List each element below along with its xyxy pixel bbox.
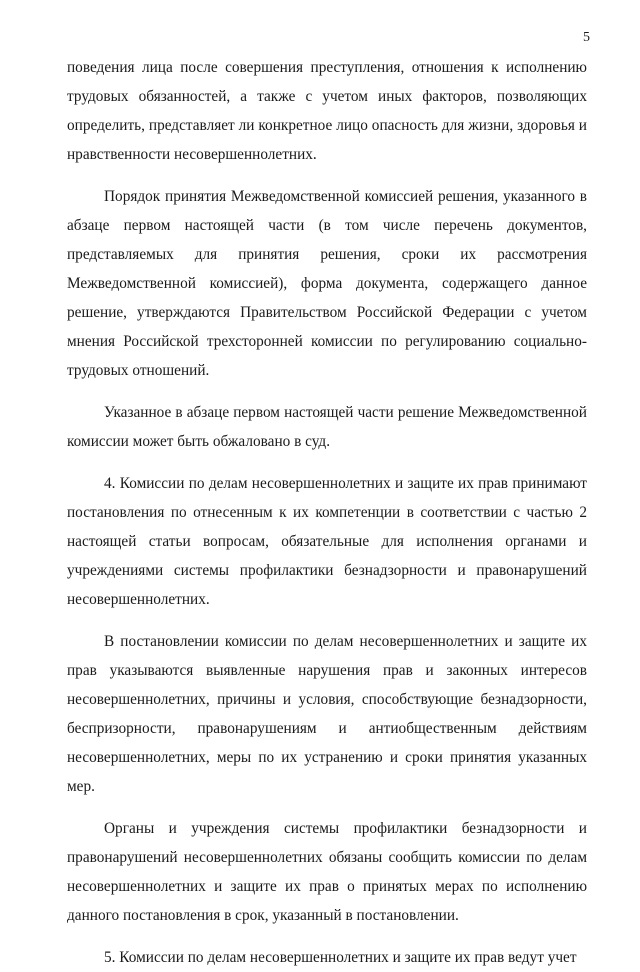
paragraph-reporting-obligation: Органы и учреждения системы профилактики безнадзорности и правонарушений несовершеннолетних обязаны сообщить комиссии по делам несовершеннолетних и защите их прав о принятых мерах по исполнению данного постановления в срок, указанный в постановлении. (67, 820, 587, 924)
paragraph-decision-procedure: Порядок принятия Межведомственной комиссией решения, указанного в абзаце первом настоящей части (в том числе перечень документов, представляемых для принятия решения, сроки их рассмотрения Межведомственной комиссией), форма документа, содержащего данное решение, утверждаются Правительством Российской Федерации с учетом мнения Российской трехсторонней комиссии по регулированию социально-трудовых отношений. (67, 188, 587, 379)
paragraph-resolution-contents: В постановлении комиссии по делам несовершеннолетних и защите их прав указываются выявленные нарушения прав и законных интересов несовершеннолетних, причины и условия, способствующие безнадзорности, беспризорности, правонарушениям и антиобщественным действиям несовершеннолетних, меры по их устранению и сроки принятия указанных мер. (67, 633, 587, 795)
document-body (67, 53, 587, 972)
paragraph-appeal: Указанное в абзаце первом настоящей части решение Межведомственной комиссии может быть обжаловано в суд. (67, 404, 587, 450)
paragraph-item-5: 5. Комиссии по делам несовершеннолетних и защите их прав ведут учет (104, 949, 577, 966)
paragraph-item-4: 4. Комиссии по делам несовершеннолетних и защите их прав принимают постановления по отнесенным к их компетенции в соответствии с частью 2 настоящей статьи вопросам, обязательные для исполнения органами и учреждениями системы профилактики безнадзорности и правонарушений несовершеннолетних. (67, 475, 587, 608)
page-number: 5 (583, 30, 590, 45)
paragraph-continuation: поведения лица после совершения преступления, отношения к исполнению трудовых обязанностей, а также с учетом иных факторов, позволяющих определить, представляет ли конкретное лицо опасность для жизни, здоровья и нравственности несовершеннолетних. (67, 59, 587, 163)
